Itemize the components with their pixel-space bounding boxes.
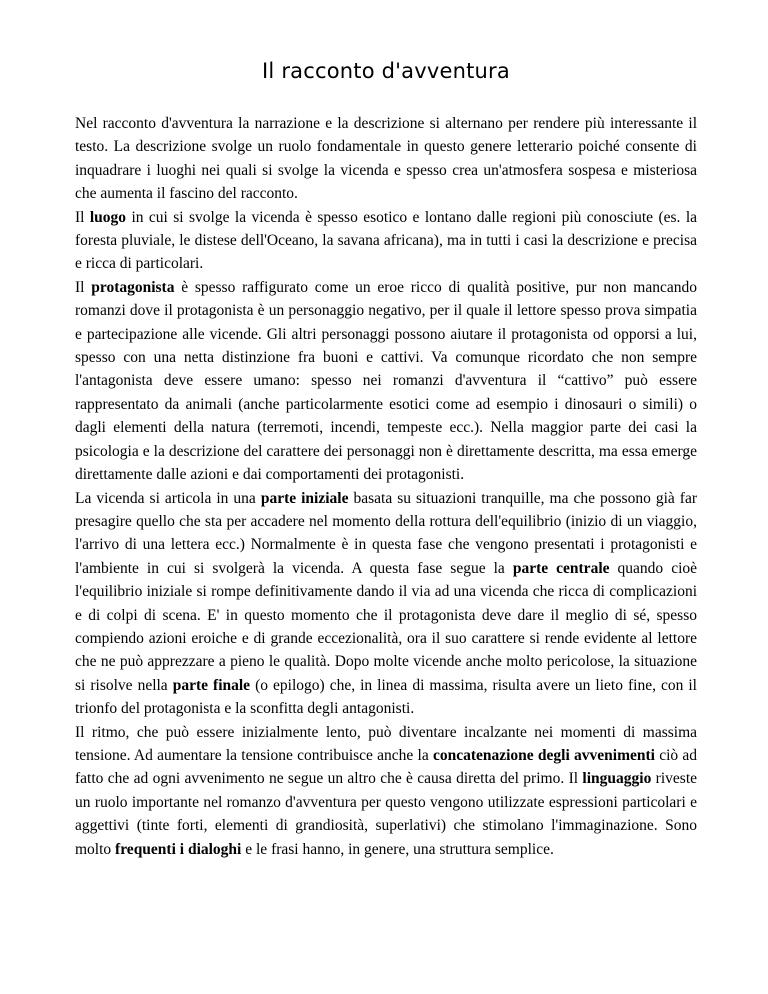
bold-term: concatenazione degli avvenimenti xyxy=(432,746,655,764)
text-run: Il xyxy=(75,208,90,226)
text-run: (o epilogo) che, in linea di massima, risulta avere un lieto fine, con il trionfo del protagonista e la sconfitta degli antagonisti. xyxy=(75,676,697,718)
bold-term: parte centrale xyxy=(512,559,610,577)
paragraph xyxy=(75,112,697,206)
paragraph xyxy=(75,721,697,861)
text-run: basata su situazioni tranquille, ma che possono già far presagire quello che sta per accadere nel momento della rottura dell'equilibrio (inizio di un viaggio, l'arrivo di una lettera ecc.) Normalmente è in questa fase che vengono presentati i protagonisti e l'ambiente in cui si svolgerà la vicenda. A questa fase segue la xyxy=(75,489,697,577)
bold-term: parte finale xyxy=(172,676,251,694)
bold-term: luogo xyxy=(89,208,127,226)
text-run: La vicenda si articola in una xyxy=(75,489,261,507)
paragraph xyxy=(75,276,697,487)
text-run: ciò ad fatto che ad ogni avvenimento ne segue un altro che è causa diretta del primo. Il xyxy=(75,746,697,788)
paragraph xyxy=(75,206,697,276)
text-run: in cui si svolge la vicenda è spesso esotico e lontano dalle regioni più conosciute (es. la foresta pluviale, le distese dell'Oceano, la savana africana), ma in tutti i casi la descrizione e precisa e ricca di particolari. xyxy=(75,208,698,273)
text-run: è spesso raffigurato come un eroe ricco di qualità positive, pur non mancando romanzi dove il protagonista è un personaggio negativo, per il quale il lettore spesso prova simpatia e partecipazione alle vicende. Gli altri personaggi possono aiutare il protagonista od opporsi a lui, spesso con una netta distinzione fra buoni e cattivi. Va comunque ricordato che non sempre l'antagonista deve essere umano: spesso nei romanzi d'avventura il “cattivo” può essere rappresentato da animali (anche particolarmente esotici come ad esempio i dinosauri o simili) o dagli elementi della natura (terremoti, incendi, tempeste ecc.). Nella maggior parte dei casi la psicologia e la descrizione del carattere dei personaggi non è direttamente descritta, ma essa emerge direttamente dalle azioni e dai comportamenti dei protagonisti. xyxy=(75,278,698,484)
bold-term: parte iniziale xyxy=(260,489,349,507)
text-run: riveste un ruolo importante nel romanzo d'avventura per questo vengono utilizzate espressioni particolari e aggettivi (tinte forti, elementi di grandiosità, superlativi) che stimolano l'immaginazione. Sono molto xyxy=(75,770,698,858)
text-run: Il xyxy=(75,278,92,296)
text-run: e le frasi hanno, in genere, una struttura semplice. xyxy=(241,840,554,858)
paragraph xyxy=(75,487,697,721)
text-run: quando cioè l'equilibrio iniziale si rompe definitivamente dando il via ad una vicenda che ricca di complicazioni e di colpi di scena. E' in questo momento che il protagonista deve dare il meglio di sé, spesso compiendo azioni eroiche e di grande eccezionalità, ora il suo carattere si rende evidente al lettore che ne può apprezzare a pieno le qualità. Dopo molte vicende anche molto pericolose, la situazione si risolve nella xyxy=(75,559,698,694)
document-title: Il racconto d'avventura xyxy=(262,59,510,83)
bold-term: protagonista xyxy=(91,278,175,296)
bold-term: linguaggio xyxy=(582,770,652,788)
document-body xyxy=(75,112,697,861)
document-page xyxy=(75,56,697,861)
bold-term: frequenti i dialoghi xyxy=(115,840,242,858)
text-run: Il ritmo, che può essere inizialmente lento, può diventare incalzante nei momenti di massima tensione. Ad aumentare la tensione contribuisce anche la xyxy=(75,723,697,764)
text-run: Nel racconto d'avventura la narrazione e la descrizione si alternano per rendere più interessante il testo. La descrizione svolge un ruolo fondamentale in questo genere letterario poiché consente di inquadrare i luoghi nei quali si svolge la vicenda e spesso crea un'atmosfera sospesa e misteriosa che aumenta il fascino del racconto. xyxy=(75,115,697,203)
